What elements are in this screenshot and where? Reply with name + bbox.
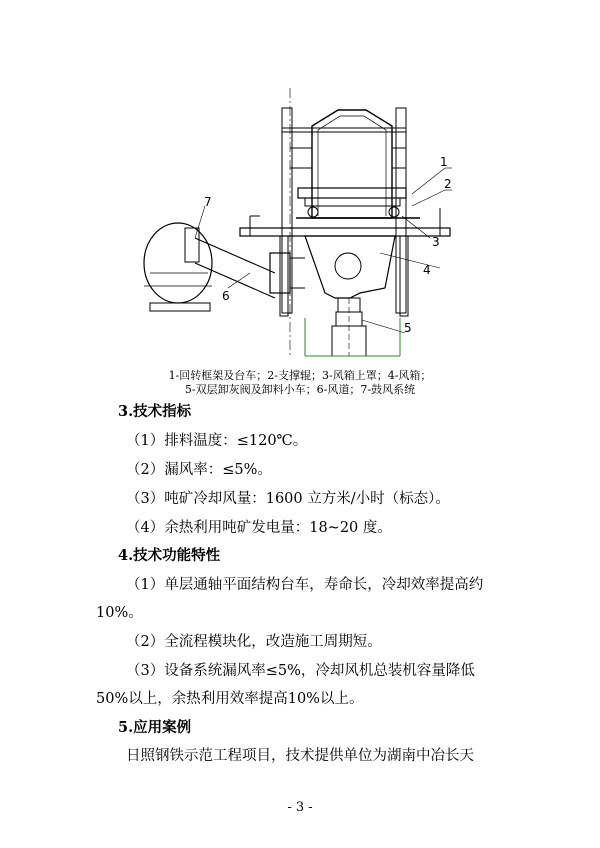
callout-3: 3 <box>432 235 440 249</box>
section-3-heading: 3.技术指标 <box>118 403 192 420</box>
section-3-item-3: （3）吨矿冷却风量：1600 立方米/小时（标态）。 <box>126 491 450 507</box>
section-3-item-2: （2）漏风率：≤5%。 <box>126 462 272 478</box>
section-4-item-1-line-2: 10%。 <box>96 605 143 621</box>
callout-2: 2 <box>444 177 452 191</box>
section-4-heading: 4.技术功能特性 <box>118 547 221 564</box>
callout-4: 4 <box>423 263 431 277</box>
equipment-drawing <box>100 88 540 368</box>
callout-7: 7 <box>204 195 212 209</box>
figure-caption-line-1: 1-回转框架及台车；2-支撑辊；3-风箱上罩；4-风箱； <box>168 369 432 382</box>
section-4-item-3-line-1: （3）设备系统漏风率≤5%，冷却风机总装机容量降低 <box>126 663 475 679</box>
section-4-item-2: （2）全流程模块化，改造施工周期短。 <box>126 634 382 650</box>
section-4-item-1-line-1: （1）单层通轴平面结构台车，寿命长，冷却效率提高约 <box>126 577 484 593</box>
callout-6: 6 <box>222 289 230 303</box>
section-3-item-1: （1）排料温度：≤120℃。 <box>126 433 308 449</box>
page-number: - 3 - <box>287 800 313 815</box>
section-4-item-3-line-2: 50%以上，余热利用效率提高10%以上。 <box>96 691 364 707</box>
callout-1: 1 <box>440 155 448 169</box>
figure-caption-line-2: 5-双层卸灰阀及卸料小车；6-风道；7-鼓风系统 <box>184 383 416 396</box>
equipment-diagram <box>100 88 540 368</box>
callout-5: 5 <box>404 321 412 335</box>
section-5-heading: 5.应用案例 <box>118 719 192 736</box>
section-5-line-1: 日照钢铁示范工程项目，技术提供单位为湖南中冶长天 <box>126 748 474 764</box>
section-3-item-4: （4）余热利用吨矿发电量：18~20 度。 <box>126 520 392 536</box>
